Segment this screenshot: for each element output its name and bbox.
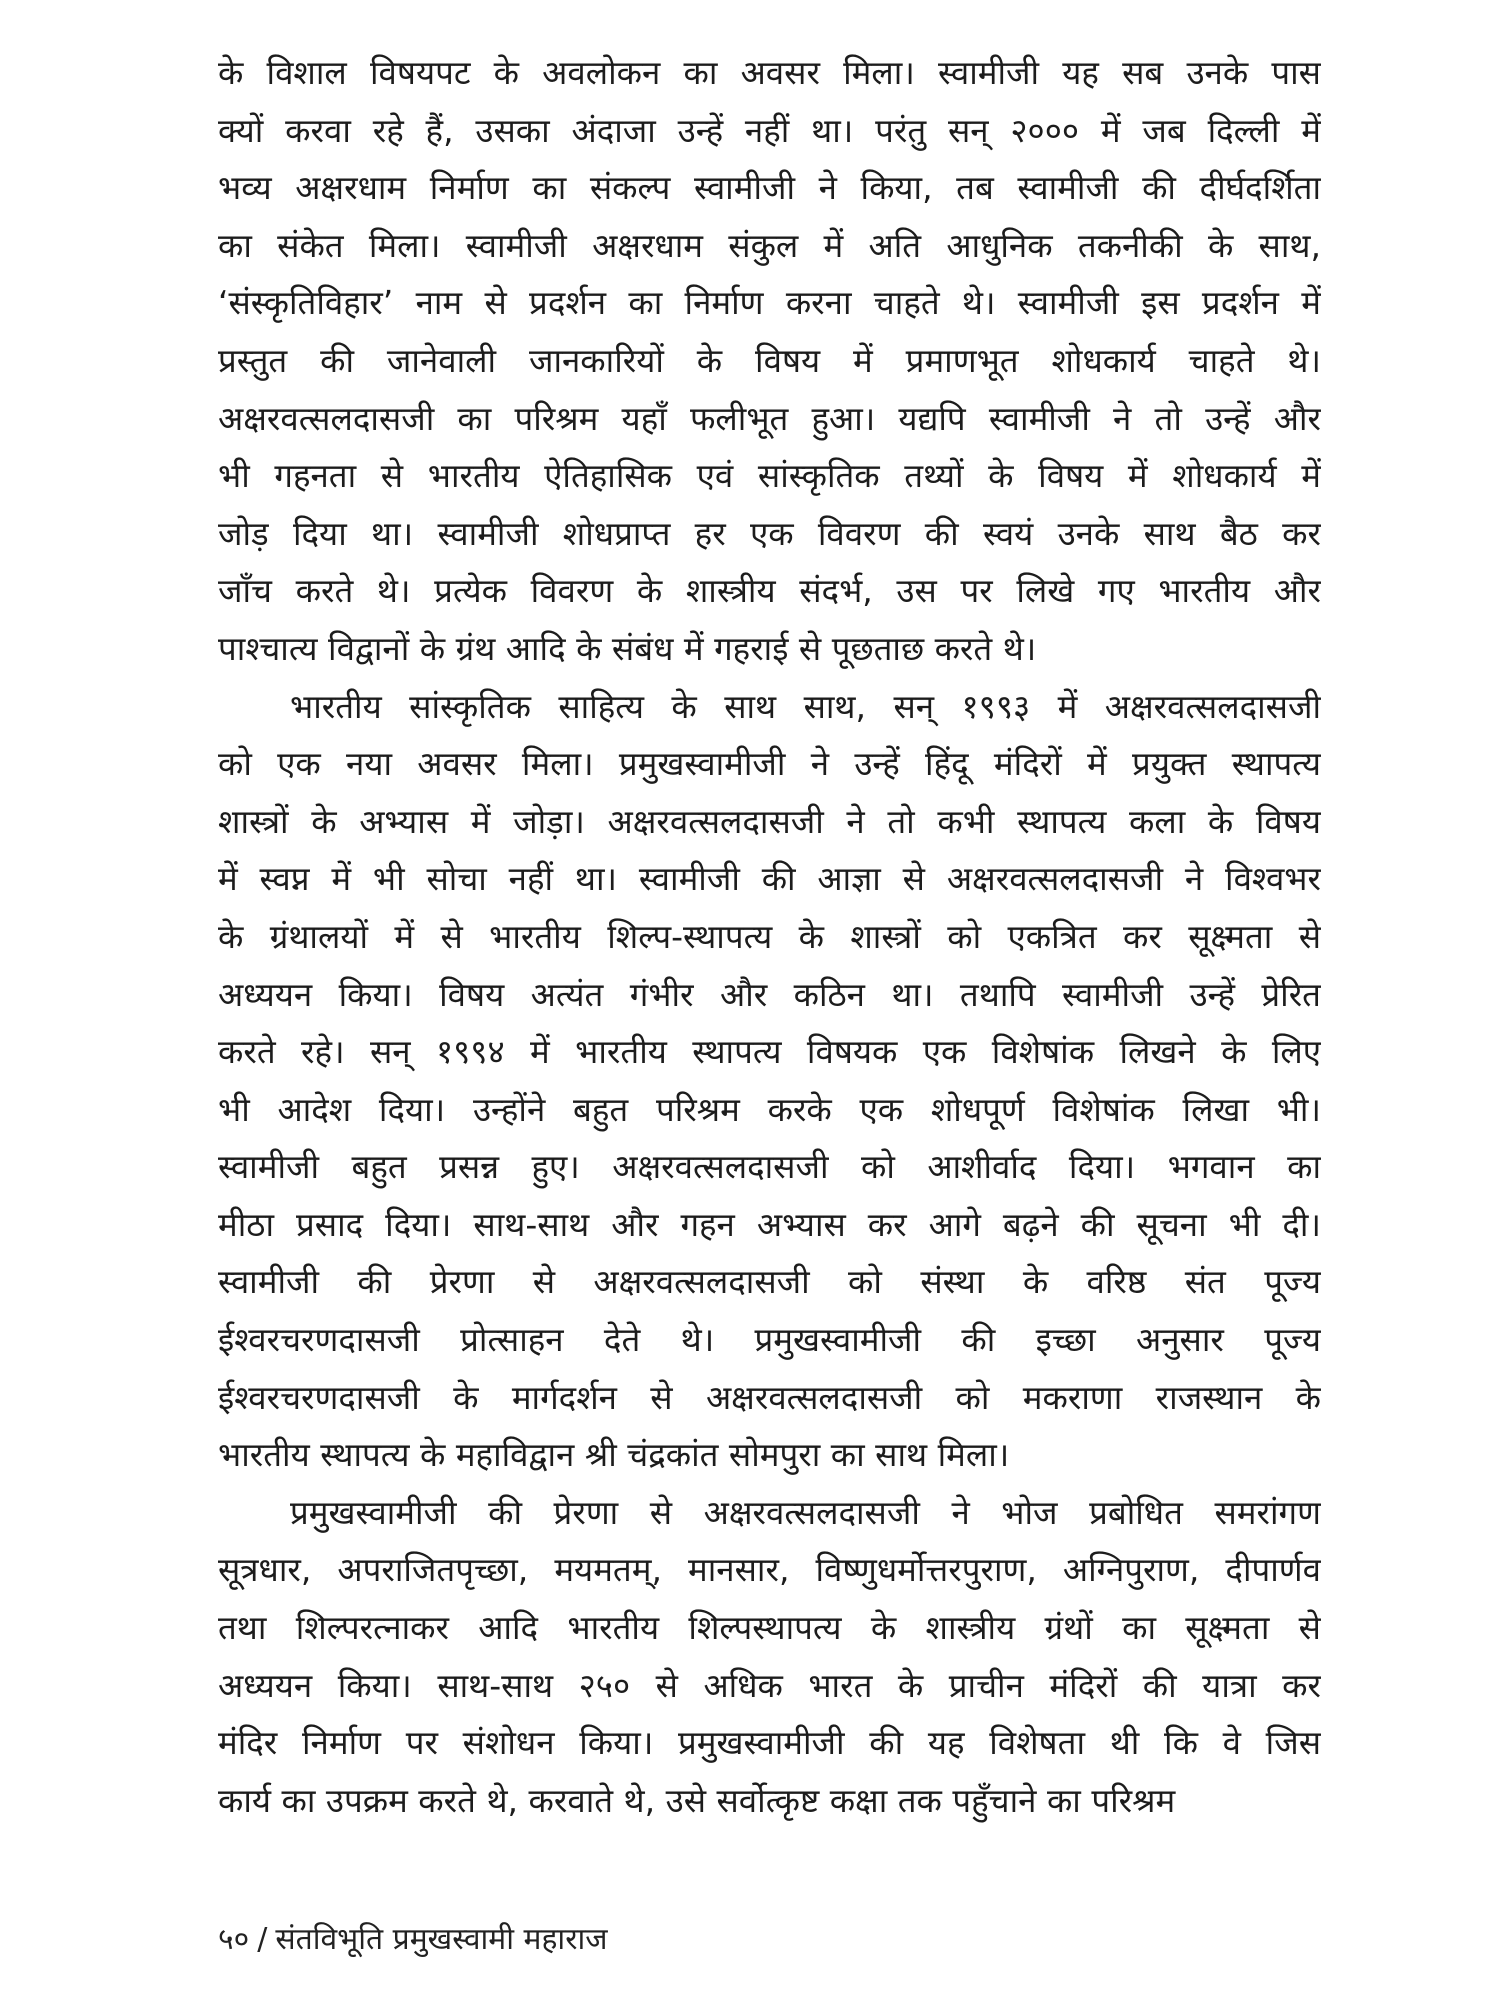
text-line: भारतीय सांस्कृतिक साहित्य के साथ साथ, सन् १९९३ में अक्षरवत्सलदासजी (290, 686, 1321, 726)
text-line: ईश्वरचरणदासजी प्रोत्साहन देते थे। प्रमुखस्वामीजी की इच्छा अनुसार पूज्य (218, 1320, 1321, 1360)
text-line: स्वामीजी की प्रेरणा से अक्षरवत्सलदासजी को संस्था के वरिष्ठ संत पूज्य (218, 1262, 1321, 1302)
text-line: ‘संस्कृतिविहार’ नाम से प्रदर्शन का निर्माण करना चाहते थे। स्वामीजी इस प्रदर्शन में (218, 283, 1321, 323)
text-line: को एक नया अवसर मिला। प्रमुखस्वामीजी ने उन्हें हिंदू मंदिरों में प्रयुक्त स्थापत्य (218, 744, 1321, 784)
text-line: स्वामीजी बहुत प्रसन्न हुए। अक्षरवत्सलदासजी को आशीर्वाद दिया। भगवान का (218, 1147, 1321, 1187)
text-line: भारतीय स्थापत्य के महाविद्वान श्री चंद्रकांत सोमपुरा का साथ मिला। (218, 1435, 1010, 1475)
text-line: भी आदेश दिया। उन्होंने बहुत परिश्रम करके एक शोधपूर्ण विशेषांक लिखा भी। (218, 1089, 1321, 1129)
book-title: संतविभूति प्रमुखस्वामी महाराज (275, 1922, 608, 1957)
text-line: भी गहनता से भारतीय ऐतिहासिक एवं सांस्कृतिक तथ्यों के विषय में शोधकार्य में (218, 456, 1321, 496)
text-line: भव्य अक्षरधाम निर्माण का संकल्प स्वामीजी ने किया, तब स्वामीजी की दीर्घदर्शिता (218, 168, 1321, 208)
page-number: ५० (218, 1922, 250, 1957)
text-line: प्रस्तुत की जानेवाली जानकारियों के विषय में प्रमाणभूत शोधकार्य चाहते थे। (218, 340, 1321, 380)
text-line: अक्षरवत्सलदासजी का परिश्रम यहाँ फलीभूत हुआ। यद्यपि स्वामीजी ने तो उन्हें और (218, 398, 1321, 438)
paragraph-3 (218, 1484, 1321, 1830)
text-line: अध्ययन किया। साथ-साथ २५० से अधिक भारत के प्राचीन मंदिरों की यात्रा कर (218, 1665, 1321, 1705)
text-line: पाश्चात्य विद्वानों के ग्रंथ आदि के संबंध में गहराई से पूछताछ करते थे। (218, 628, 1037, 668)
text-line: मंदिर निर्माण पर संशोधन किया। प्रमुखस्वामीजी की यह विशेषता थी कि वे जिस (218, 1723, 1321, 1763)
text-line: मीठा प्रसाद दिया। साथ-साथ और गहन अभ्यास कर आगे बढ़ने की सूचना भी दी। (218, 1204, 1321, 1244)
text-line: सूत्रधार, अपराजितपृच्छा, मयमतम्, मानसार, विष्णुधर्मोत्तरपुराण, अग्निपुराण, दीपार्णव (218, 1550, 1321, 1590)
paragraph-1 (218, 44, 1321, 678)
text-line: ईश्वरचरणदासजी के मार्गदर्शन से अक्षरवत्सलदासजी को मकराणा राजस्थान के (218, 1377, 1321, 1417)
text-line: क्यों करवा रहे हैं, उसका अंदाजा उन्हें नहीं था। परंतु सन् २००० में जब दिल्ली में (218, 110, 1321, 150)
text-line: तथा शिल्परत्नाकर आदि भारतीय शिल्पस्थापत्य के शास्त्रीय ग्रंथों का सूक्ष्मता से (218, 1608, 1321, 1648)
text-line: का संकेत मिला। स्वामीजी अक्षरधाम संकुल में अति आधुनिक तकनीकी के साथ, (218, 225, 1321, 265)
text-line: जाँच करते थे। प्रत्येक विवरण के शास्त्रीय संदर्भ, उस पर लिखे गए भारतीय और (218, 571, 1321, 611)
body-text (218, 44, 1321, 1829)
text-line: शास्त्रों के अभ्यास में जोड़ा। अक्षरवत्सलदासजी ने तो कभी स्थापत्य कला के विषय (218, 801, 1321, 841)
text-line: करते रहे। सन् १९९४ में भारतीय स्थापत्य विषयक एक विशेषांक लिखने के लिए (218, 1032, 1321, 1072)
book-page (218, 44, 1321, 1957)
text-line: के ग्रंथालयों में से भारतीय शिल्प-स्थापत्य के शास्त्रों को एकत्रित कर सूक्ष्मता से (218, 916, 1321, 956)
text-line: कार्य का उपक्रम करते थे, करवाते थे, उसे सर्वोत्कृष्ट कक्षा तक पहुँचाने का परिश्रम (218, 1780, 1176, 1820)
page-footer (218, 1920, 608, 1960)
paragraph-2 (218, 678, 1321, 1484)
text-line: प्रमुखस्वामीजी की प्रेरणा से अक्षरवत्सलदासजी ने भोज प्रबोधित समरांगण (290, 1492, 1321, 1532)
text-line: के विशाल विषयपट के अवलोकन का अवसर मिला। स्वामीजी यह सब उनके पास (218, 53, 1321, 92)
text-line: में स्वप्न में भी सोचा नहीं था। स्वामीजी की आज्ञा से अक्षरवत्सलदासजी ने विश्वभर (218, 859, 1321, 899)
footer-separator: / (257, 1922, 268, 1957)
text-line: जोड़ दिया था। स्वामीजी शोधप्राप्त हर एक विवरण की स्वयं उनके साथ बैठ कर (218, 513, 1321, 553)
text-line: अध्ययन किया। विषय अत्यंत गंभीर और कठिन था। तथापि स्वामीजी उन्हें प्रेरित (218, 974, 1321, 1014)
